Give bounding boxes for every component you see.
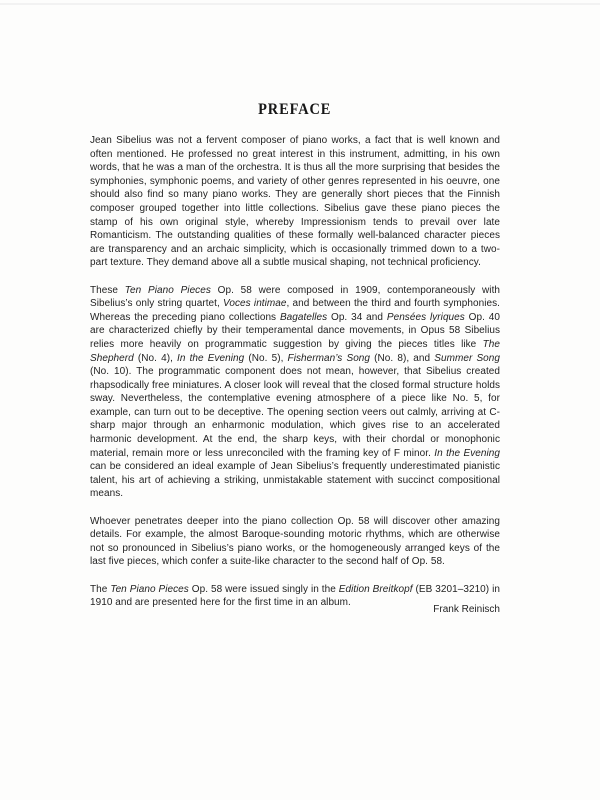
- signature: Frank Reinisch: [433, 604, 500, 615]
- italic-text-run: Voces intimae: [223, 298, 287, 310]
- italic-text-run: Fisherman’s Song: [287, 352, 371, 364]
- italic-text-run: Ten Piano Pieces: [124, 284, 211, 296]
- paragraph: [90, 134, 500, 270]
- page-title: [90, 101, 500, 119]
- paragraph: [90, 515, 500, 569]
- italic-text-run: In the Evening: [434, 447, 500, 459]
- text-run: Op. 40 are characterized chiefly by their temperamental dance movements, in Opus 58 Sibelius relies more heavily on programmatic suggestion by giving the pieces titles like: [90, 311, 501, 350]
- paragraph: [90, 284, 500, 502]
- text-run: Op. 34 and: [327, 311, 387, 323]
- text-run: (No. 10). The programmatic component does not mean, however, that Sibelius created rhapsodically free miniatures. A closer look will reveal that the closed formal structure holds sway. Nevertheless, the contemplative evening atmosphere of a piece like No. 5, for example, can turn out to be deceptive. The opening section veers out calmly, arriving at C-sharp major through an enharmonic modulation, which gives rise to an accelerated harmonic development. At the end, the sharp keys, with their chordal or monophonic material, remain more or less unreconciled with the framing key of F minor.: [90, 366, 500, 459]
- italic-text-run: In the Evening: [177, 352, 245, 364]
- italic-text-run: Pensées lyriques: [386, 311, 465, 323]
- scan-artifact-line: [0, 3, 600, 5]
- text-run: , and between the third and fourth symphonies. Whereas the preceding piano collections: [90, 298, 500, 323]
- italic-text-run: Ten Piano Pieces: [110, 583, 189, 595]
- italic-text-run: Summer Song: [434, 352, 501, 364]
- italic-text-run: Edition Breitkopf: [338, 583, 413, 595]
- text-run: (No. 8), and: [370, 352, 435, 364]
- text-run: These: [90, 284, 125, 296]
- text-run: Op. 58 were composed in 1909, contemporaneously with Sibelius’s only string quartet,: [90, 284, 501, 310]
- text-run: Whoever penetrates deeper into the piano collection Op. 58 will discover other amazing details. For example, the almost Baroque-sounding motoric rhythms, which are otherwise not so pronounced in Sibelius’s piano works, or the homogeneously arranged keys of the last five pieces, which confer a suite-like character to the second half of Op. 58.: [90, 515, 500, 568]
- text-run: Op. 58 were issued singly in the: [188, 583, 339, 595]
- text-run: (EB 3201–3210) in 1910 and are presented here for the first time in an album.: [90, 583, 501, 609]
- text-run: The: [90, 583, 111, 595]
- text-run: Jean Sibelius was not a fervent composer of piano works, a fact that is well known and often mentioned. He professed no great interest in this instrument, admitting, in his own words, that he was a man of the orchestra. It is thus all the more surprising that besides the symphonies, symphonic poems, and variety of other genres represented in his oeuvre, one should also find so many piano works. They are generally short pieces that the Finnish composer grouped together into little collections. Sibelius gave these piano pieces the stamp of his own original style, whereby Impressionism tends to prevail over late Romanticism. The outstanding qualities of these formally well-balanced character pieces are transparency and an archaic simplicity, which is occasionally trimmed down to a two-part texture. They demand above all a subtle musical shaping, not technical proficiency.: [90, 135, 500, 269]
- page-title-text: PREFACE: [258, 101, 332, 118]
- italic-text-run: Bagatelles: [279, 311, 328, 323]
- text-run: (No. 4),: [133, 352, 178, 364]
- text-run: (No. 5),: [244, 352, 288, 364]
- text-run: can be considered an ideal example of Jean Sibelius’s frequently underestimated pianistic talent, his art of achieving a striking, unmistakable statement with succinct compositional means.: [90, 461, 500, 500]
- preface-body: [90, 134, 500, 623]
- italic-text-run: The Shepherd: [90, 338, 500, 364]
